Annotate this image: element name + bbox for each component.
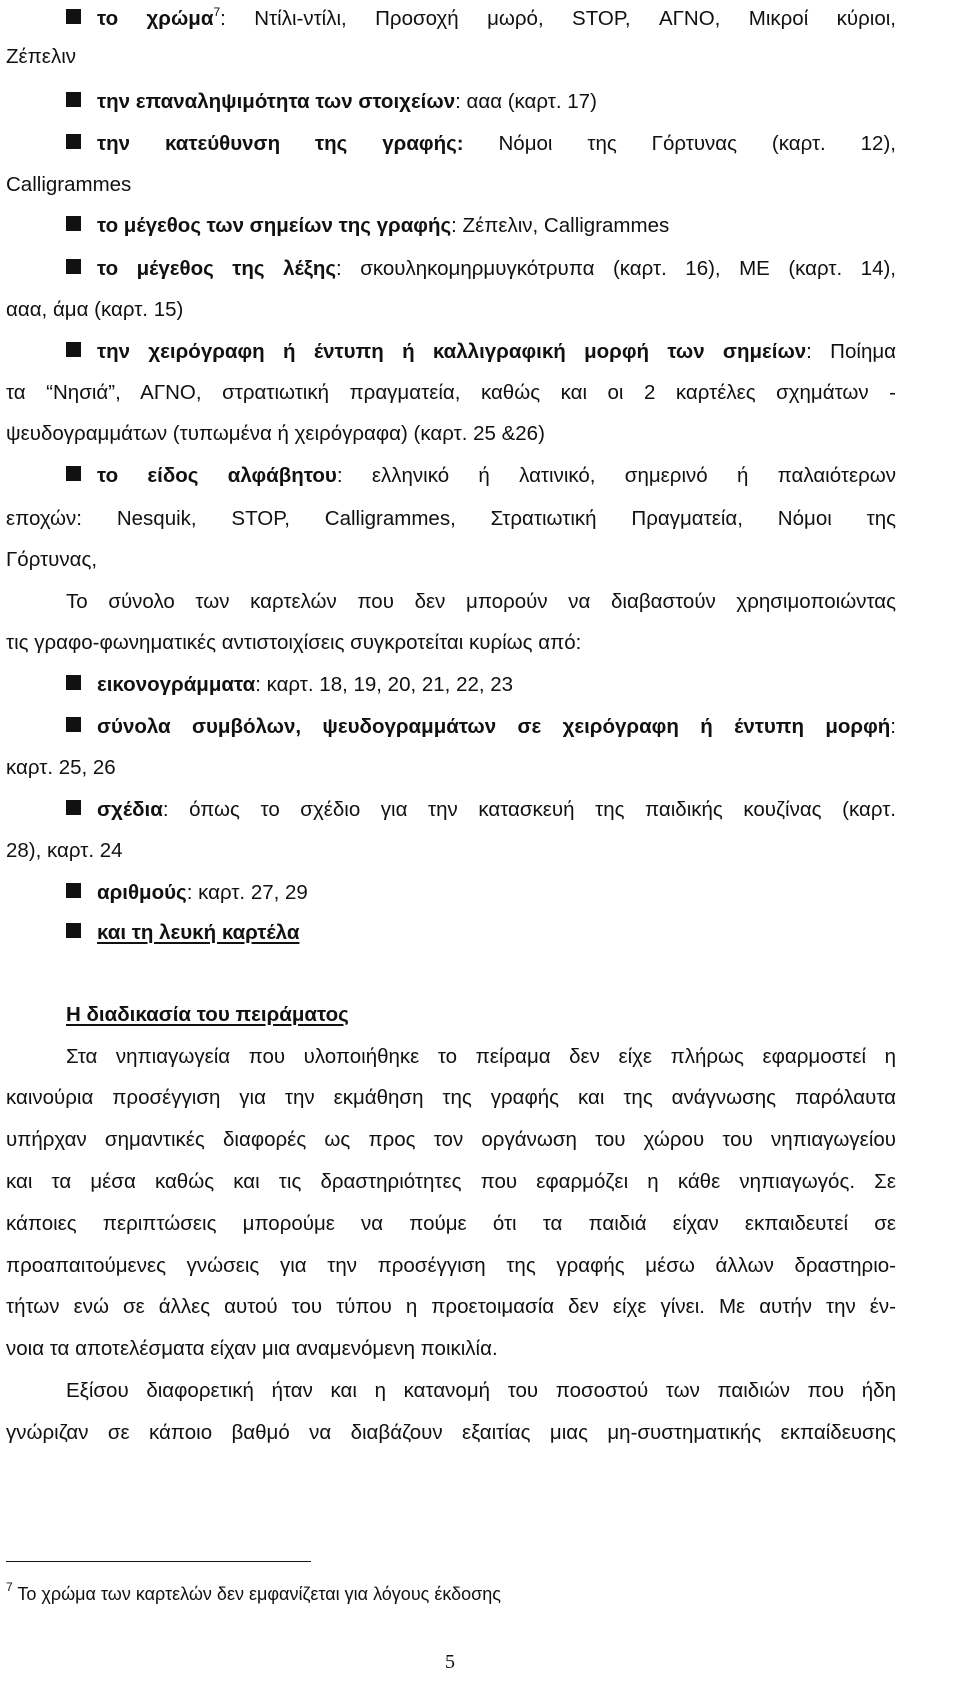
item-text: : Ποίημα	[806, 340, 897, 363]
bullet-item-direction	[66, 131, 896, 157]
square-bullet-icon	[66, 800, 81, 815]
item-continuation: καρτ. 25, 26	[6, 756, 116, 779]
paragraph-line: κάποιες περιπτώσεις μπορούμε να πούμε ότι τα παιδιά είχαν εκπαιδευτεί σε	[6, 1212, 896, 1235]
summary-line: Το σύνολο των καρτελών που δεν μπορούν να διαβαστούν χρησιμοποιώντας	[66, 590, 896, 613]
item-continuation: Γόρτυνας,	[6, 548, 98, 571]
item-text: : σκουληκομηρμυγκότρυπα (καρτ. 16), ΜΕ (καρτ. 14),	[336, 257, 896, 280]
paragraph-line: καινούρια προσέγγιση για την εκμάθηση της γραφής και της ανάγνωσης παρόλαυτα	[6, 1086, 896, 1109]
footnote	[6, 1582, 501, 1606]
item-text: : ελληνικό ή λατινικό, σημερινό ή παλαιότερων	[336, 464, 896, 487]
paragraph-line: υπήρχαν σημαντικές διαφορές ως προς τον οργάνωση του χώρου του νηπιαγωγείου	[6, 1128, 896, 1151]
item-text: : καρτ. 27, 29	[186, 881, 308, 904]
bullet-item-symbols	[66, 714, 896, 740]
square-bullet-icon	[66, 9, 81, 24]
paragraph-line: νοια τα αποτελέσματα είχαν μια αναμενόμενη ποικιλία.	[6, 1337, 498, 1360]
bullet-item-drawings	[66, 797, 896, 823]
summary-line: τις γραφο-φωνηματικές αντιστοιχίσεις συγκροτείται κυρίως από:	[6, 631, 582, 654]
item-label: την επαναληψιμότητα των στοιχείων	[97, 90, 456, 113]
paragraph-line: προαπαιτούμενες γνώσεις για την προσέγγιση της γραφής μέσω άλλων δραστηριο-	[6, 1254, 896, 1277]
bullet-item-alphabet	[66, 463, 896, 489]
square-bullet-icon	[66, 883, 81, 898]
section-heading: Η διαδικασία του πειράματος	[66, 1003, 349, 1026]
item-label: σύνολα συμβόλων, ψευδογραμμάτων σε χειρόγραφη ή έντυπη μορφή	[97, 715, 891, 738]
item-continuation: ααα, άμα (καρτ. 15)	[6, 298, 184, 321]
bullet-item-form	[66, 339, 896, 365]
item-label: την χειρόγραφη ή έντυπη ή καλλιγραφική μορφή των σημείων	[97, 340, 807, 363]
square-bullet-icon	[66, 342, 81, 357]
item-continuation: τα “Νησιά”, ΑΓΝΟ, στρατιωτική πραγματεία, καθώς και οι 2 καρτέλες σχημάτων -	[6, 381, 896, 404]
bullet-item-point-size	[66, 213, 896, 239]
item-text: : ααα (καρτ. 17)	[455, 90, 597, 113]
square-bullet-icon	[66, 923, 81, 938]
item-label: το μέγεθος της λέξης	[97, 257, 337, 280]
item-text: : Ζέπελιν, Calligrammes	[451, 214, 670, 237]
item-text: :	[890, 715, 896, 738]
bullet-item-color	[66, 6, 896, 32]
bullet-item-numbers	[66, 880, 896, 906]
paragraph-line: Στα νηπιαγωγεία που υλοποιήθηκε το πείραμα δεν είχε πλήρως εφαρμοστεί η	[66, 1045, 896, 1068]
item-label: αριθμούς	[97, 881, 187, 904]
square-bullet-icon	[66, 717, 81, 732]
item-label: την κατεύθυνση της γραφής:	[97, 132, 464, 155]
page-number: 5	[445, 1651, 455, 1673]
square-bullet-icon	[66, 92, 81, 107]
footnote-ref: 7	[213, 5, 221, 19]
item-text: Νόμοι της Γόρτυνας (καρτ. 12),	[463, 132, 896, 155]
square-bullet-icon	[66, 216, 81, 231]
square-bullet-icon	[66, 675, 81, 690]
item-label: και τη λευκή καρτέλα	[97, 921, 300, 944]
item-text: : καρτ. 18, 19, 20, 21, 22, 23	[255, 673, 514, 696]
square-bullet-icon	[66, 134, 81, 149]
item-text: : όπως το σχέδιο για την κατασκευή της παιδικής κουζίνας (καρτ.	[162, 798, 896, 821]
footnote-separator	[6, 1561, 311, 1562]
paragraph-line: και τα μέσα καθώς και τις δραστηριότητες που εφαρμόζει η κάθε νηπιαγωγός. Σε	[6, 1170, 896, 1193]
bullet-item-white-card	[66, 920, 896, 946]
item-continuation: Ζέπελιν	[6, 45, 76, 68]
item-continuation: ψευδογραμμάτων (τυπωμένα ή χειρόγραφα) (καρτ. 25 &26)	[6, 422, 545, 445]
paragraph-line: τήτων ενώ σε άλλες αυτού του τύπου η προετοιμασία δεν είχε γίνει. Με αυτήν την έν-	[6, 1295, 896, 1318]
bullet-item-icons	[66, 672, 896, 698]
footnote-text: Το χρώμα των καρτελών δεν εμφανίζεται για λόγους έκδοσης	[17, 1584, 501, 1604]
item-continuation: 28), καρτ. 24	[6, 839, 123, 862]
bullet-item-word-size	[66, 256, 896, 282]
item-label: σχέδια	[97, 798, 163, 821]
item-label: το μέγεθος των σημείων της γραφής	[97, 214, 452, 237]
square-bullet-icon	[66, 259, 81, 274]
item-text: : Ντίλι-ντίλι, Προσοχή μωρό, STOP, ΑΓΝΟ, Μικροί κύριοι,	[220, 7, 896, 30]
item-label: το χρώμα	[97, 7, 214, 30]
paragraph-line: γνώριζαν σε κάποιο βαθμό να διαβάζουν εξαιτίας μιας μη-συστηματικής εκπαίδευσης	[6, 1421, 896, 1444]
footnote-number: 7	[6, 1580, 13, 1594]
item-label: εικονογράμματα	[97, 673, 256, 696]
item-continuation: Calligrammes	[6, 173, 132, 196]
square-bullet-icon	[66, 466, 81, 481]
paragraph-line: Εξίσου διαφορετική ήταν και η κατανομή του ποσοστού των παιδιών που ήδη	[66, 1379, 896, 1402]
bullet-item-repetition	[66, 89, 896, 115]
item-label: το είδος αλφάβητου	[97, 464, 337, 487]
item-continuation: εποχών: Nesquik, STOP, Calligrammes, Στρατιωτική Πραγματεία, Νόμοι της	[6, 507, 896, 530]
